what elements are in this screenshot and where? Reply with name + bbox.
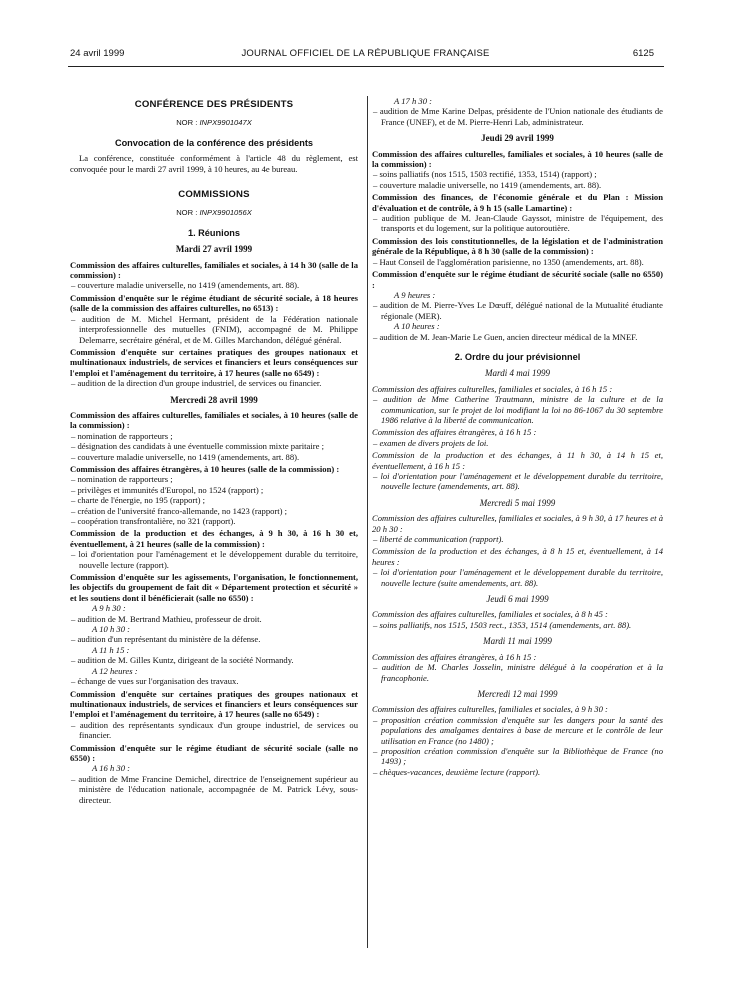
journal-title: JOURNAL OFFICIEL DE LA RÉPUBLIQUE FRANÇAISE: [241, 48, 490, 59]
ordre-du-jour-heading: 2. Ordre du jour prévisionnel: [454, 351, 581, 362]
agenda-item: – coopération transfrontalière, no 321 (rapport).: [71, 516, 236, 526]
agenda-item: – audition de M. Pierre-Yves Le Dœuff, délégué national de la Mutualité étudiante régionale (MER).: [373, 300, 663, 321]
header-date: 24 avril 1999: [70, 48, 125, 59]
right-column: [372, 96, 663, 777]
conference-nor: NOR : INPX9901047X: [176, 118, 252, 128]
left-column: [70, 96, 358, 805]
commission-entry: Commission des affaires étrangères, à 16 h 15 :: [372, 651, 537, 662]
commission-entry: Commission de la production et des échanges, à 11 h 30, à 14 h 15 et, éventuellement, à 16 h 15 :: [372, 450, 663, 471]
agenda-item: – loi d'orientation pour l'aménagement et le développement durable du territoire, nouvelle lecture (rapport).: [71, 549, 358, 570]
agenda-item: – privilèges et immunités d'Europol, no 1524 (rapport) ;: [71, 484, 264, 495]
reunions-heading: 1. Réunions: [187, 227, 241, 238]
commission-entry: Commission des affaires culturelles, familiales et sociales, à 16 h 15 :: [372, 383, 613, 394]
date-heading: Mardi 11 mai 1999: [483, 636, 552, 647]
commission-entry: Commission d'enquête sur le régime étudiant de sécurité sociale (salle no 6550) :: [70, 742, 358, 763]
conference-title: CONFÉRENCE DES PRÉSIDENTS: [134, 99, 294, 110]
time-label: A 16 h 30 :: [92, 763, 131, 774]
commission-entry: Commission d'enquête sur les agissements, l'organisation, le fonctionnement, les objectifs du groupement de fait dit « Département protection et sécurité » et les soutiens dont il bénéficierait (salle no 6550) :: [70, 572, 358, 603]
agenda-item: – échange de vues sur l'organisation des travaux.: [71, 676, 239, 687]
convocation-title: Convocation de la conférence des présidents: [114, 137, 314, 148]
page-number: 6125: [632, 48, 654, 59]
agenda-item: – loi d'orientation pour l'aménagement et le développement durable du territoire, nouvelle lecture (suite amendements, art. 88).: [373, 567, 663, 588]
agenda-item: – soins palliatifs (nos 1515, 1503 rectifié, 1353, 1514) (rapport) ;: [373, 169, 597, 180]
commission-entry: Commission des affaires culturelles, familiales et sociales, à 10 heures (salle de la commission) :: [372, 148, 663, 170]
commission-entry: Commission d'enquête sur le régime étudiant de sécurité sociale, à 18 heures (salle de la commission des affaires culturelles, no 6513) :: [70, 292, 358, 314]
agenda-item: – audition de M. Michel Hermant, président de la Fédération nationale interprofessionnelle des mutuelles (FNIM), accompagné de M. Philippe Delemarre, secrétaire général, et de M. Gilles Marchandon, délégué général.: [71, 313, 358, 345]
time-label: A 10 heures :: [394, 321, 440, 332]
date-heading: Mercredi 5 mai 1999: [479, 497, 556, 508]
agenda-item: – création de l'université franco-allemande, no 1423 (rapport) ;: [71, 505, 288, 516]
agenda-item: – charte de l'énergie, no 195 (rapport) ;: [71, 495, 206, 506]
header-rule: [68, 66, 664, 67]
agenda-item: – couverture maladie universelle, no 1419 (amendements, art. 88).: [373, 179, 602, 190]
time-label: A 9 h 30 :: [92, 603, 126, 614]
agenda-item: – nomination de rapporteurs ;: [71, 430, 173, 441]
date-heading: Jeudi 6 mai 1999: [486, 594, 549, 605]
agenda-item: – audition des représentants syndicaux d'un groupe industriel, de services ou financier.: [71, 719, 358, 741]
commission-entry: Commission d'enquête sur le régime étudiant de sécurité sociale (salle no 6550) :: [372, 269, 663, 290]
commission-entry: Commission d'enquête sur certaines pratiques des groupes nationaux et multinationaux industriels, de services et financiers et leurs conséquences sur l'emploi et l'aménagement du territoire, à 17 heures (salle no 6549) :: [70, 688, 358, 720]
commission-entry: Commission des affaires culturelles, familiales et sociales, à 9 h 30 :: [372, 704, 608, 715]
agenda-item: – examen de divers projets de loi.: [373, 437, 489, 448]
column-divider: [367, 96, 368, 948]
commission-entry: Commission des affaires culturelles, familiales et sociales, à 10 heures (salle de la commission) :: [70, 409, 358, 431]
agenda-item: – audition de M. Jean-Marie Le Guen, ancien directeur médical de la MNEF.: [373, 331, 638, 342]
date-heading: Mercredi 12 mai 1999: [477, 688, 558, 699]
date-heading: Mardi 4 mai 1999: [485, 368, 550, 379]
agenda-item: – liberté de communication (rapport).: [373, 534, 504, 545]
commission-entry: Commission de la production et des échanges, à 9 h 30, à 16 h 30 et, éventuellement, à 21 heures (salle de la commission) :: [70, 528, 358, 549]
date-heading: Mardi 27 avril 1999: [175, 244, 253, 255]
commission-entry: Commission des affaires culturelles, familiales et sociales, à 14 h 30 (salle de la commission) :: [70, 259, 358, 281]
commission-entry: Commission des lois constitutionnelles, de la législation et de l'administration générale de la République, à 8 h 30 (salle de la commission) :: [372, 235, 663, 257]
agenda-item: – audition de Mme Karine Delpas, présidente de l'Union nationale des étudiants de France (UNEF), et de M. Pierre-Henri Lab, administrateur.: [373, 106, 663, 127]
agenda-item: – audition de M. Bertrand Mathieu, professeur de droit.: [71, 613, 262, 624]
agenda-item: – audition de Mme Francine Demichel, directrice de l'enseignement supérieur au ministère de l'éducation nationale, accompagnée de M. Patrick Lévy, sous-directeur.: [71, 773, 358, 805]
page-header: [0, 48, 731, 64]
time-label: A 17 h 30 :: [394, 96, 433, 106]
agenda-item: – couverture maladie universelle, no 1419 (amendements, art. 88).: [71, 280, 300, 291]
time-label: A 11 h 15 :: [92, 644, 130, 655]
commission-entry: Commission des affaires culturelles, familiales et sociales, à 8 h 45 :: [372, 609, 608, 620]
commissions-title: COMMISSIONS: [178, 189, 250, 201]
commission-entry: Commission des affaires culturelles, familiales et sociales, à 9 h 30, à 17 heures et à 20 h 30 :: [372, 513, 663, 534]
commission-entry: Commission des finances, de l'économie générale et du Plan : Mission d'évaluation et de contrôle, à 9 h 15 (salle Lamartine) :: [372, 192, 663, 213]
agenda-item: – couverture maladie universelle, no 1419 (amendements, art. 88).: [71, 451, 300, 462]
agenda-item: – audition de M. Charles Josselin, ministre délégué à la coopération et à la francophonie.: [373, 662, 663, 683]
agenda-item: – audition de la direction d'un groupe industriel, de services ou financier.: [71, 378, 322, 389]
commission-entry: Commission d'enquête sur certaines pratiques des groupes nationaux et multinationaux industriels, de services et financiers et leurs conséquences sur l'emploi et l'aménagement du territoire, à 17 heures (salle no 6549) :: [70, 346, 358, 378]
agenda-item: – proposition création commission d'enquête sur la Bibliothèque de France (no 1493) ;: [373, 745, 663, 767]
date-heading: Mercredi 28 avril 1999: [170, 394, 258, 405]
agenda-item: – Haut Conseil de l'agglomération parisienne, no 1350 (amendements, art. 88).: [373, 256, 644, 267]
agenda-item: – audition de Mme Catherine Trautmann, ministre de la culture et de la communication, sur le projet de loi modifiant la loi no 86-1067 du 30 septembre 1986 relative à la liberté de communication.: [373, 394, 663, 425]
time-label: A 12 heures :: [92, 665, 138, 676]
agenda-item: – audition d'un représentant du ministère de la défense.: [71, 634, 261, 645]
agenda-item: – proposition création commission d'enquête sur les dangers pour la santé des populations des amalgames dentaires à base de mercure et le contrôle de leur utilisation en France (no 1480) ;: [373, 714, 663, 746]
time-label: A 9 heures :: [394, 289, 436, 300]
time-label: A 10 h 30 :: [92, 624, 131, 635]
commission-entry: Commission de la production et des échanges, à 8 h 15 et, éventuellement, à 14 heures :: [372, 546, 663, 567]
commission-entry: Commission des affaires étrangères, à 16 h 15 :: [372, 427, 537, 438]
commission-entry: Commission des affaires étrangères, à 10 heures (salle de la commission) :: [70, 463, 340, 474]
agenda-item: – désignation des candidats à une éventuelle commission mixte paritaire ;: [71, 441, 324, 452]
date-heading: Jeudi 29 avril 1999: [481, 133, 554, 144]
agenda-item: – chèques-vacances, deuxième lecture (rapport).: [373, 766, 541, 777]
agenda-item: – audition publique de M. Jean-Claude Gayssot, ministre de l'équipement, des transports et du logement, sur la politique autoroutière.: [373, 213, 663, 234]
agenda-item: – loi d'orientation pour l'aménagement et le développement durable du territoire, nouvelle lecture (amendements, art. 88).: [373, 471, 663, 492]
convocation-text: La conférence, constituée conformément à l'article 48 du règlement, est convoquée pour le mardi 27 avril 1999, à 10 heures, au 4e bureau.: [70, 153, 358, 174]
commissions-nor: NOR : INPX9901056X: [176, 208, 252, 218]
agenda-item: – audition de M. Gilles Kuntz, dirigeant de la société Normandy.: [71, 655, 294, 666]
agenda-item: – nomination de rapporteurs ;: [71, 474, 173, 485]
agenda-item: – soins palliatifs, nos 1515, 1503 rect., 1353, 1514 (amendements, art. 88).: [373, 619, 632, 630]
